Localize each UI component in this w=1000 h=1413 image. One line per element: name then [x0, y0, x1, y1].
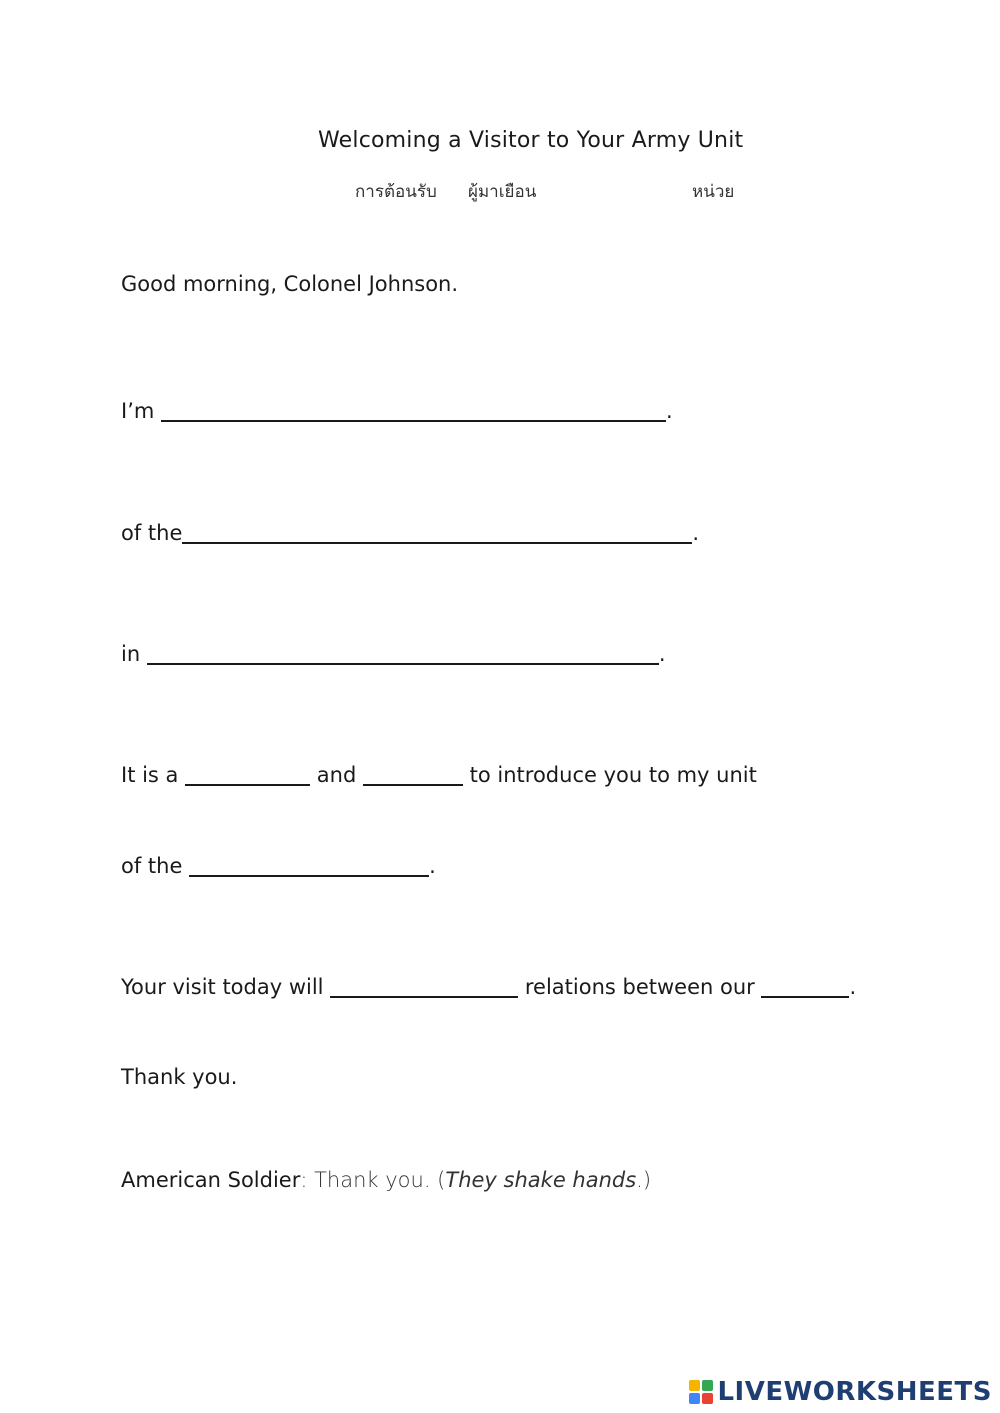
- soldier-label: American Soldier: [121, 1168, 301, 1192]
- honor-line-and: and: [310, 763, 363, 788]
- visit-line-suffix: .: [849, 975, 857, 1000]
- location-line-prefix: in: [121, 642, 147, 667]
- thai-word-welcome: การต้อนรับ: [355, 182, 437, 202]
- logo-square-3: [689, 1393, 700, 1404]
- unit-name-blank[interactable]: [189, 853, 429, 877]
- logo-square-4: [702, 1393, 713, 1404]
- soldier-end: .): [636, 1168, 652, 1192]
- location-blank[interactable]: [147, 641, 659, 665]
- unit-line: [121, 520, 699, 546]
- relations-noun-blank[interactable]: [761, 974, 849, 998]
- name-blank[interactable]: [161, 398, 666, 422]
- greeting-line: Good morning, Colonel Johnson.: [121, 272, 459, 296]
- logo-square-1: [689, 1380, 700, 1391]
- soldier-action: They shake hands: [445, 1168, 637, 1192]
- thai-word-visitor: ผู้มาเยือน: [468, 182, 537, 202]
- soldier-line: [121, 1168, 651, 1193]
- visit-line-mid: relations between our: [518, 975, 762, 1000]
- honor-blank[interactable]: [185, 762, 310, 786]
- honor-line-prefix: It is a: [121, 763, 186, 788]
- unit-name-line-suffix: .: [429, 854, 436, 879]
- logo-square-2: [702, 1380, 713, 1391]
- soldier-reply: : Thank you. (: [300, 1168, 446, 1192]
- unit-line-prefix: of the: [121, 521, 183, 546]
- liveworksheets-text: LIVEWORKSHEETS: [717, 1377, 992, 1407]
- thanks-line: Thank you.: [121, 1065, 238, 1089]
- visit-line: [121, 974, 856, 1000]
- visit-line-prefix: Your visit today will: [121, 975, 331, 1000]
- name-line-prefix: I’m: [121, 399, 162, 424]
- thai-word-unit: หน่วย: [692, 182, 735, 202]
- liveworksheets-brand: [689, 1377, 992, 1407]
- unit-line-suffix: .: [692, 521, 700, 546]
- worksheet-title: Welcoming a Visitor to Your Army Unit: [318, 128, 744, 153]
- unit-blank[interactable]: [182, 520, 692, 544]
- unit-name-line: [121, 853, 436, 879]
- name-line-suffix: .: [666, 399, 673, 424]
- pleasure-blank[interactable]: [363, 762, 463, 786]
- name-line: [121, 398, 673, 424]
- location-line: [121, 641, 666, 667]
- honor-line-suffix: to introduce you to my unit: [462, 763, 757, 788]
- liveworksheets-logo-icon: [689, 1380, 713, 1404]
- relations-verb-blank[interactable]: [330, 974, 518, 998]
- location-line-suffix: .: [658, 642, 666, 667]
- unit-name-line-prefix: of the: [121, 854, 190, 879]
- honor-line: [121, 762, 757, 788]
